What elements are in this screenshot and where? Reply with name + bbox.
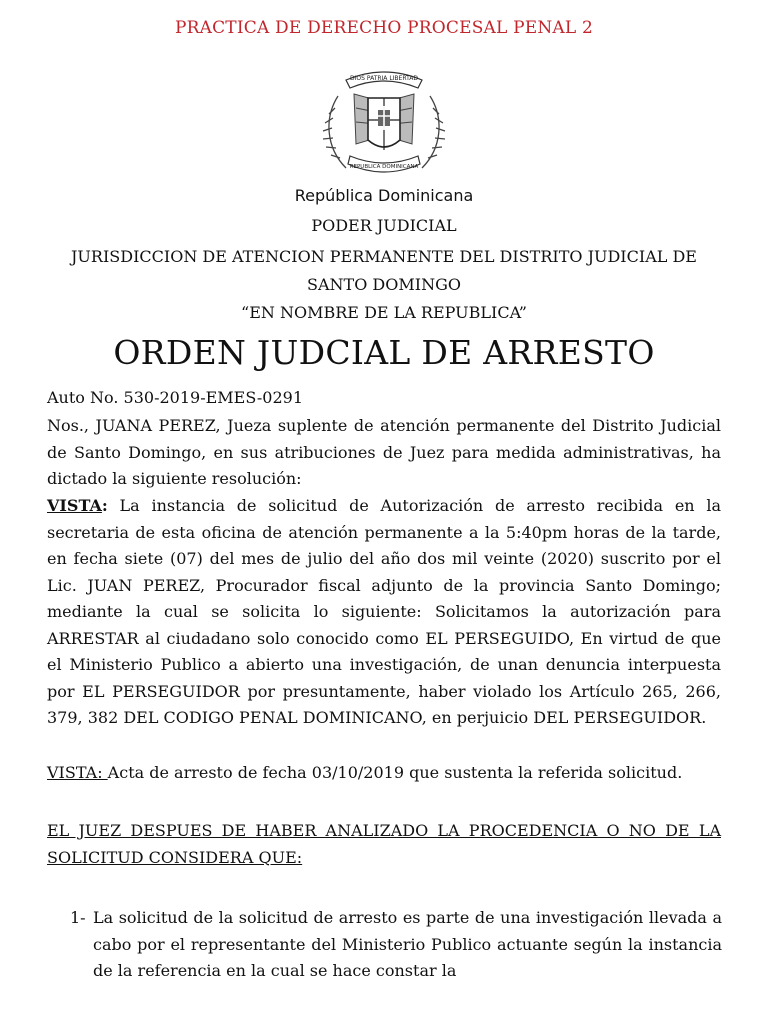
- seal-top-text: DIOS PATRIA LIBERTAD: [350, 75, 418, 82]
- list-item-text: La solicitud de la solicitud de arresto es parte de una investigación llevada a cabo por el representante del Ministerio Publico actuante según la instancia de la referencia en la cual se hace constar la: [93, 908, 722, 980]
- document-title: ORDEN JUDCIAL DE ARRESTO: [113, 333, 655, 372]
- vista-paragraph-1: [47, 493, 721, 732]
- considerations-list: [70, 905, 722, 985]
- considera-heading: [47, 818, 721, 871]
- jurisdiction-line-2: SANTO DOMINGO: [307, 275, 461, 294]
- list-item: [70, 905, 722, 985]
- vista-text: La instancia de solicitud de Autorización de arresto recibida en la secretaria de esta oficina de atención permanente a la 5:40pm horas de la tarde, en fecha siete (07) del mes de julio del año dos mil veinte (2020) suscrito por el Lic. JUAN PEREZ, Procurador fiscal adjunto de la provincia Santo Domingo; mediante la cual se solicita lo siguiente: Solicitamos la autorización para ARRESTAR al ciudadano solo conocido como EL PERSEGUIDO, En virtud de que el Ministerio Publico a abierto una investigación, de unan denuncia interpuesta por EL PERSEGUIDOR por presuntamente, haber violado los Artículo 265, 266, 379, 382 DEL CODIGO PENAL DOMINICANO, en perjuicio DEL PERSEGUIDOR.: [47, 496, 721, 727]
- intro-paragraph: Nos., JUANA PEREZ, Jueza suplente de atención permanente del Distrito Judicial de Santo Domingo, en sus atribuciones de Juez para medida administrativas, ha dictado la siguiente resolución:: [47, 416, 721, 488]
- list-item-number: 1-: [70, 908, 86, 927]
- auto-number: Auto No. 530-2019-EMES-0291: [47, 388, 304, 407]
- course-title: PRACTICA DE DERECHO PROCESAL PENAL 2: [174, 18, 594, 38]
- institution-name: PODER JUDICIAL: [311, 216, 457, 235]
- vista-label: VISTA: [47, 496, 102, 515]
- vista-paragraph-2: [47, 760, 721, 787]
- vista-label-2: VISTA:: [47, 763, 108, 782]
- vista-text-2: Acta de arresto de fecha 03/10/2019 que sustenta la referida solicitud.: [107, 763, 683, 782]
- considera-text: EL JUEZ DESPUES DE HABER ANALIZADO LA PROCEDENCIA O NO DE LA SOLICITUD CONSIDERA QUE:: [47, 821, 721, 867]
- country-name: República Dominicana: [294, 186, 474, 205]
- seal-bottom-text: REPUBLICA DOMINICANA: [349, 164, 419, 170]
- jurisdiction-line-1: JURISDICCION DE ATENCION PERMANENTE DEL DISTRITO JUDICIAL DE: [71, 247, 697, 266]
- motto: “EN NOMBRE DE LA REPUBLICA”: [241, 303, 527, 322]
- coat-of-arms-icon: [316, 58, 452, 186]
- vista-colon: :: [101, 496, 108, 515]
